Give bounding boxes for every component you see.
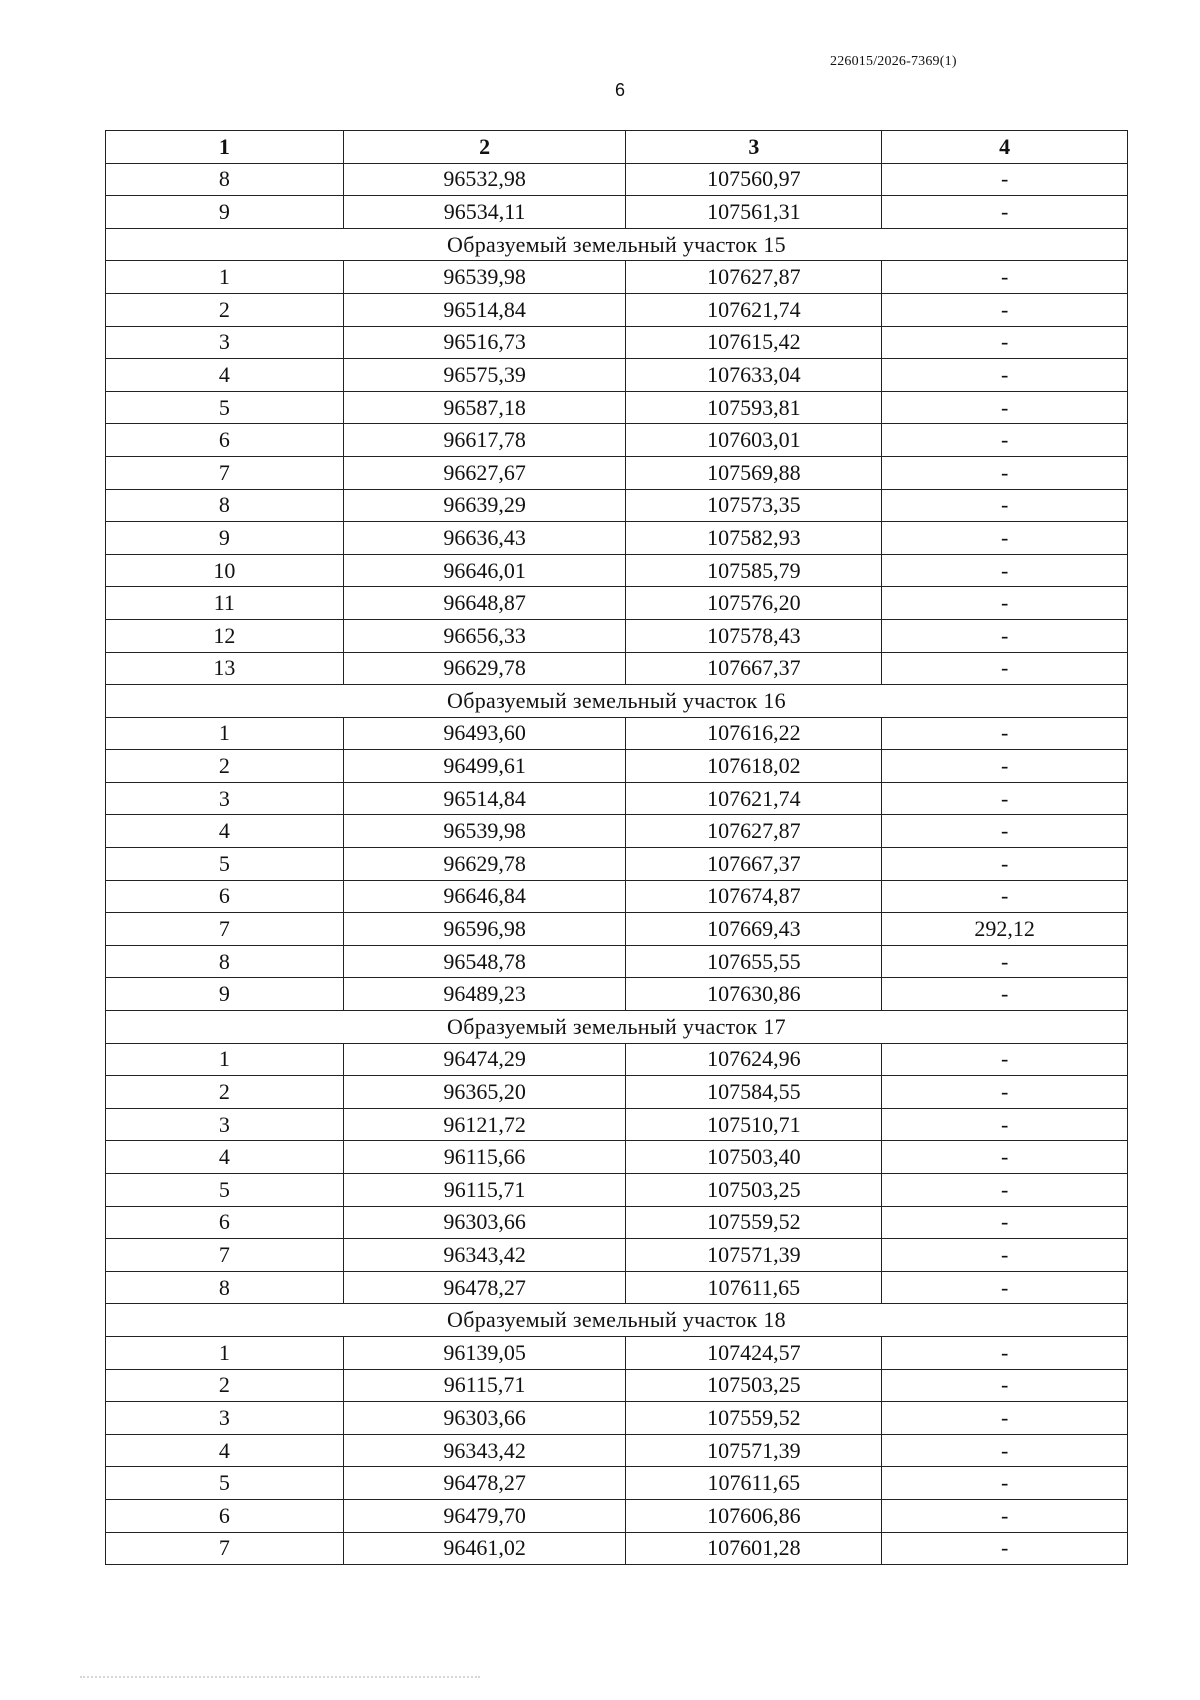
table-cell: 1 xyxy=(106,1043,344,1076)
table-cell: 96532,98 xyxy=(343,163,626,196)
table-row xyxy=(106,587,1128,620)
table-cell: 96627,67 xyxy=(343,456,626,489)
table-cell: 292,12 xyxy=(882,913,1128,946)
header-cell: 1 xyxy=(106,131,344,164)
table-cell: 7 xyxy=(106,913,344,946)
table-cell: 8 xyxy=(106,163,344,196)
table-row xyxy=(106,1369,1128,1402)
table-header xyxy=(106,131,1128,164)
table-cell: 96461,02 xyxy=(343,1532,626,1565)
table-cell: 96534,11 xyxy=(343,196,626,229)
table-cell: 96139,05 xyxy=(343,1336,626,1369)
table-cell: 96493,60 xyxy=(343,717,626,750)
header-row xyxy=(106,131,1128,164)
table-cell: - xyxy=(882,848,1128,881)
table-cell: 96575,39 xyxy=(343,359,626,392)
table-cell: 96656,33 xyxy=(343,619,626,652)
table-cell: 107424,57 xyxy=(626,1336,882,1369)
header-cell: 4 xyxy=(882,131,1128,164)
table-cell: 8 xyxy=(106,489,344,522)
table-row xyxy=(106,1434,1128,1467)
table-cell: 107627,87 xyxy=(626,261,882,294)
table-cell: 107616,22 xyxy=(626,717,882,750)
table-cell: 96489,23 xyxy=(343,978,626,1011)
table-cell: 1 xyxy=(106,717,344,750)
table-row xyxy=(106,1206,1128,1239)
table-row xyxy=(106,489,1128,522)
table-cell: 4 xyxy=(106,1141,344,1174)
table-row xyxy=(106,554,1128,587)
table-row xyxy=(106,391,1128,424)
table-cell: 6 xyxy=(106,1499,344,1532)
table-cell: 107615,42 xyxy=(626,326,882,359)
table-cell: 1 xyxy=(106,1336,344,1369)
table-row xyxy=(106,1532,1128,1565)
table-cell: 107560,97 xyxy=(626,163,882,196)
table-cell: - xyxy=(882,1499,1128,1532)
table-cell: 4 xyxy=(106,815,344,848)
table-cell: 4 xyxy=(106,359,344,392)
section-title: Образуемый земельный участок 15 xyxy=(106,228,1128,261)
header-cell: 3 xyxy=(626,131,882,164)
table-cell: 2 xyxy=(106,1369,344,1402)
table-cell: 96646,01 xyxy=(343,554,626,587)
table-cell: 107503,25 xyxy=(626,1369,882,1402)
table-cell: 96115,71 xyxy=(343,1174,626,1207)
section-title-row xyxy=(106,228,1128,261)
table-row xyxy=(106,978,1128,1011)
footer-scan-artifact xyxy=(80,1676,480,1686)
table-cell: 2 xyxy=(106,293,344,326)
table-row xyxy=(106,1336,1128,1369)
table-cell: 107674,87 xyxy=(626,880,882,913)
table-cell: 96343,42 xyxy=(343,1434,626,1467)
table-cell: 107578,43 xyxy=(626,619,882,652)
table-row xyxy=(106,913,1128,946)
table-cell: 3 xyxy=(106,782,344,815)
table-cell: 107510,71 xyxy=(626,1108,882,1141)
table-cell: 96115,66 xyxy=(343,1141,626,1174)
table-cell: 96629,78 xyxy=(343,848,626,881)
table-cell: 107655,55 xyxy=(626,945,882,978)
table-cell: 107667,37 xyxy=(626,848,882,881)
table-cell: 107669,43 xyxy=(626,913,882,946)
table-cell: - xyxy=(882,163,1128,196)
table-cell: 9 xyxy=(106,978,344,1011)
table-cell: 107559,52 xyxy=(626,1402,882,1435)
table-cell: 107593,81 xyxy=(626,391,882,424)
table-cell: 8 xyxy=(106,1271,344,1304)
table-row xyxy=(106,945,1128,978)
table-cell: - xyxy=(882,717,1128,750)
table-cell: 3 xyxy=(106,326,344,359)
table-cell: 96514,84 xyxy=(343,782,626,815)
table-cell: 13 xyxy=(106,652,344,685)
table-cell: 107627,87 xyxy=(626,815,882,848)
table-cell: - xyxy=(882,1206,1128,1239)
table-cell: 10 xyxy=(106,554,344,587)
table-cell: - xyxy=(882,587,1128,620)
table-cell: 12 xyxy=(106,619,344,652)
table-cell: 6 xyxy=(106,424,344,457)
table-cell: 11 xyxy=(106,587,344,620)
table-cell: 96474,29 xyxy=(343,1043,626,1076)
table-cell: 5 xyxy=(106,1174,344,1207)
table-row xyxy=(106,652,1128,685)
table-cell: 107618,02 xyxy=(626,750,882,783)
table-cell: 107559,52 xyxy=(626,1206,882,1239)
table-cell: 107611,65 xyxy=(626,1271,882,1304)
table-cell: 107621,74 xyxy=(626,782,882,815)
table-body xyxy=(106,163,1128,1565)
table-cell: - xyxy=(882,1076,1128,1109)
table-cell: - xyxy=(882,261,1128,294)
table-cell: 7 xyxy=(106,1532,344,1565)
table-cell: - xyxy=(882,1434,1128,1467)
table-row xyxy=(106,196,1128,229)
table-row xyxy=(106,1108,1128,1141)
table-cell: 107569,88 xyxy=(626,456,882,489)
table-cell: 1 xyxy=(106,261,344,294)
table-row xyxy=(106,1174,1128,1207)
table-cell: 107571,39 xyxy=(626,1434,882,1467)
table-cell: 96587,18 xyxy=(343,391,626,424)
table-row xyxy=(106,163,1128,196)
table-row xyxy=(106,522,1128,555)
section-title: Образуемый земельный участок 16 xyxy=(106,685,1128,718)
table-cell: 107561,31 xyxy=(626,196,882,229)
table-row xyxy=(106,1402,1128,1435)
page-number: 6 xyxy=(614,80,625,100)
table-cell: 96548,78 xyxy=(343,945,626,978)
table-row xyxy=(106,456,1128,489)
table-cell: 96479,70 xyxy=(343,1499,626,1532)
table-row xyxy=(106,1239,1128,1272)
document-id: 226015/2026-7369(1) xyxy=(830,54,957,69)
table-cell: 96365,20 xyxy=(343,1076,626,1109)
table-cell: 2 xyxy=(106,750,344,783)
table-cell: 107611,65 xyxy=(626,1467,882,1500)
table-cell: 107503,40 xyxy=(626,1141,882,1174)
table-cell: 5 xyxy=(106,391,344,424)
table-cell: 8 xyxy=(106,945,344,978)
table-row xyxy=(106,1076,1128,1109)
table-cell: - xyxy=(882,456,1128,489)
table-cell: 6 xyxy=(106,1206,344,1239)
table-cell: 107573,35 xyxy=(626,489,882,522)
table-cell: - xyxy=(882,978,1128,1011)
table-cell: - xyxy=(882,1369,1128,1402)
table-cell: - xyxy=(882,1108,1128,1141)
table-cell: 4 xyxy=(106,1434,344,1467)
table-cell: 96639,29 xyxy=(343,489,626,522)
table-cell: 9 xyxy=(106,196,344,229)
table-cell: 96636,43 xyxy=(343,522,626,555)
section-title: Образуемый земельный участок 17 xyxy=(106,1011,1128,1044)
table-cell: - xyxy=(882,750,1128,783)
table-cell: 96617,78 xyxy=(343,424,626,457)
section-title: Образуемый земельный участок 18 xyxy=(106,1304,1128,1337)
table-row xyxy=(106,750,1128,783)
table-cell: - xyxy=(882,489,1128,522)
table-cell: 107576,20 xyxy=(626,587,882,620)
table-cell: 107606,86 xyxy=(626,1499,882,1532)
section-title-row xyxy=(106,685,1128,718)
table-cell: 96343,42 xyxy=(343,1239,626,1272)
table-cell: 96303,66 xyxy=(343,1206,626,1239)
table-cell: - xyxy=(882,1271,1128,1304)
table-cell: - xyxy=(882,424,1128,457)
table-row xyxy=(106,1141,1128,1174)
table-cell: 107630,86 xyxy=(626,978,882,1011)
table-cell: - xyxy=(882,1532,1128,1565)
table-cell: - xyxy=(882,1402,1128,1435)
table-cell: 107585,79 xyxy=(626,554,882,587)
table-cell: 96303,66 xyxy=(343,1402,626,1435)
table-cell: - xyxy=(882,1174,1128,1207)
table-cell: 5 xyxy=(106,848,344,881)
table-row xyxy=(106,717,1128,750)
table-cell: - xyxy=(882,1141,1128,1174)
table-cell: - xyxy=(882,880,1128,913)
table-cell: 107571,39 xyxy=(626,1239,882,1272)
table-cell: 96516,73 xyxy=(343,326,626,359)
table-row xyxy=(106,261,1128,294)
table-cell: 3 xyxy=(106,1402,344,1435)
section-title-row xyxy=(106,1304,1128,1337)
table-row xyxy=(106,880,1128,913)
table-cell: 96539,98 xyxy=(343,815,626,848)
table-cell: 96646,84 xyxy=(343,880,626,913)
table-cell: - xyxy=(882,522,1128,555)
table-cell: 3 xyxy=(106,1108,344,1141)
table-cell: 96539,98 xyxy=(343,261,626,294)
table-cell: 107584,55 xyxy=(626,1076,882,1109)
table-cell: 107603,01 xyxy=(626,424,882,457)
table-row xyxy=(106,848,1128,881)
table-row xyxy=(106,424,1128,457)
table-cell: 96629,78 xyxy=(343,652,626,685)
table-cell: 96478,27 xyxy=(343,1271,626,1304)
table-cell: 96514,84 xyxy=(343,293,626,326)
table-cell: - xyxy=(882,815,1128,848)
table-cell: 107601,28 xyxy=(626,1532,882,1565)
table-cell: - xyxy=(882,1043,1128,1076)
table-cell: 7 xyxy=(106,456,344,489)
table-cell: 2 xyxy=(106,1076,344,1109)
table-row xyxy=(106,1043,1128,1076)
section-title-row xyxy=(106,1011,1128,1044)
table-row xyxy=(106,359,1128,392)
table-cell: - xyxy=(882,554,1128,587)
table-cell: 9 xyxy=(106,522,344,555)
table-cell: 96596,98 xyxy=(343,913,626,946)
table-cell: - xyxy=(882,196,1128,229)
table-cell: - xyxy=(882,945,1128,978)
table-row xyxy=(106,1499,1128,1532)
table-row xyxy=(106,1467,1128,1500)
table-cell: 96478,27 xyxy=(343,1467,626,1500)
table-cell: 107624,96 xyxy=(626,1043,882,1076)
table-cell: 107582,93 xyxy=(626,522,882,555)
table-cell: 5 xyxy=(106,1467,344,1500)
table-row xyxy=(106,326,1128,359)
table-cell: - xyxy=(882,619,1128,652)
table-cell: - xyxy=(882,293,1128,326)
table-cell: - xyxy=(882,1467,1128,1500)
table-cell: 96115,71 xyxy=(343,1369,626,1402)
table-cell: 107667,37 xyxy=(626,652,882,685)
table-cell: - xyxy=(882,359,1128,392)
header-cell: 2 xyxy=(343,131,626,164)
table-row xyxy=(106,293,1128,326)
table-cell: - xyxy=(882,326,1128,359)
table-row xyxy=(106,1271,1128,1304)
table-cell: 107633,04 xyxy=(626,359,882,392)
table-cell: 107621,74 xyxy=(626,293,882,326)
coordinates-table xyxy=(105,130,1128,1565)
table-cell: - xyxy=(882,1239,1128,1272)
table-cell: 96499,61 xyxy=(343,750,626,783)
table-cell: - xyxy=(882,1336,1128,1369)
table-cell: - xyxy=(882,652,1128,685)
table-row xyxy=(106,619,1128,652)
table-row xyxy=(106,782,1128,815)
table-cell: 96121,72 xyxy=(343,1108,626,1141)
table-cell: - xyxy=(882,782,1128,815)
table-cell: 6 xyxy=(106,880,344,913)
table-cell: - xyxy=(882,391,1128,424)
table-cell: 107503,25 xyxy=(626,1174,882,1207)
table-cell: 7 xyxy=(106,1239,344,1272)
table-row xyxy=(106,815,1128,848)
table-cell: 96648,87 xyxy=(343,587,626,620)
